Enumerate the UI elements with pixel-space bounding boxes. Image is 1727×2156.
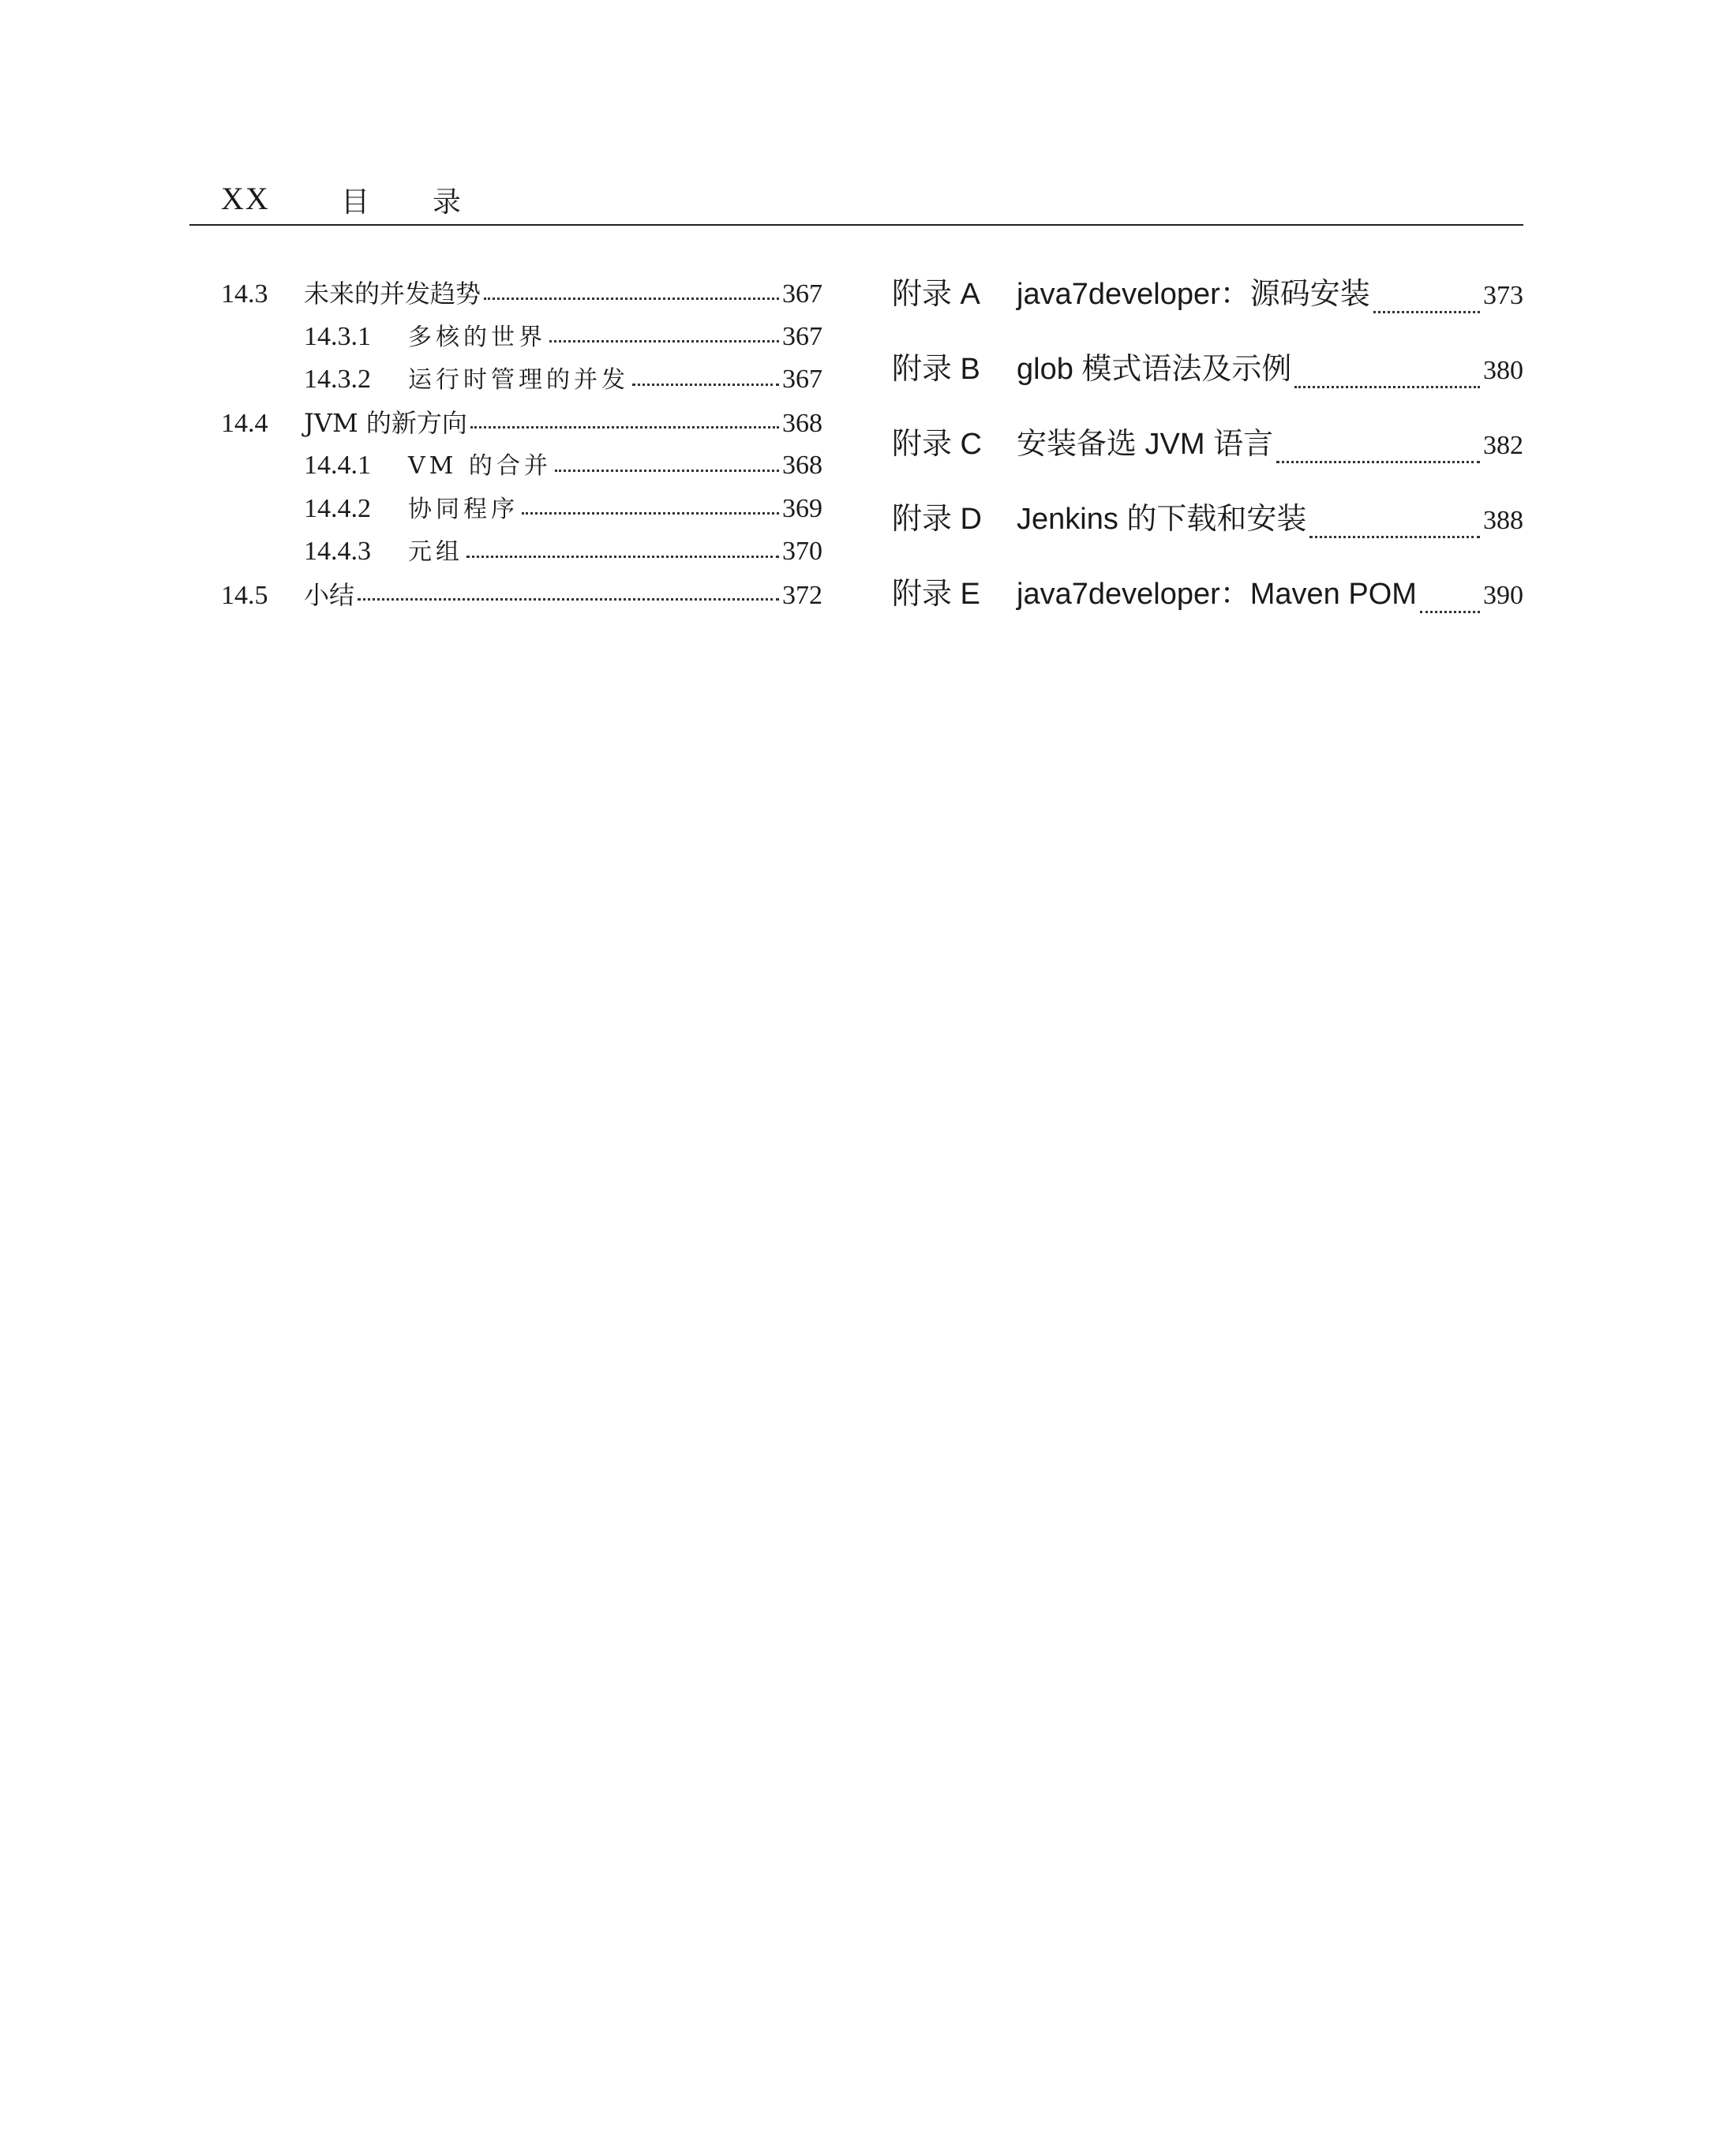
appendix-page: 373 — [1483, 281, 1523, 310]
toc-entry-title: VM 的合并 — [408, 452, 552, 480]
dot-leader — [470, 426, 779, 429]
toc-entry-number: 14.4.2 — [304, 493, 371, 523]
toc-entry-page: 372 — [782, 580, 822, 610]
appendix-page: 382 — [1483, 431, 1523, 460]
toc-left-column — [221, 272, 822, 616]
appendix-title: Jenkins 的下载和安装 — [1017, 503, 1307, 536]
dot-leader — [549, 340, 779, 342]
toc-entry-title: 未来的并发趋势 — [304, 279, 481, 309]
toc-entry-title: 小结 — [304, 579, 355, 610]
toc-entry-14-3-1[interactable] — [221, 316, 822, 359]
appendix-title: java7developer：Maven POM — [1017, 578, 1417, 611]
appendix-title: 安装备选 JVM 语言 — [1017, 428, 1274, 461]
toc-entry-page: 370 — [782, 537, 822, 566]
toc-entry-number: 14.4 — [221, 408, 268, 438]
header-rule — [189, 224, 1523, 226]
toc-entry-title: JVM 的新方向 — [304, 407, 467, 438]
appendix-label: 附录 C — [892, 428, 983, 461]
toc-entry-number: 14.3.2 — [304, 365, 371, 394]
appendix-entry-a[interactable] — [892, 267, 1523, 342]
appendix-entry-d[interactable] — [892, 492, 1523, 567]
toc-entry-14-5[interactable] — [221, 574, 822, 617]
toc-entry-number: 14.4.3 — [304, 537, 371, 566]
toc-entry-title: 元组 — [408, 538, 463, 566]
header-page-number: XX — [221, 181, 270, 216]
toc-entry-title: 运行时管理的并发 — [408, 366, 629, 394]
dot-leader — [1420, 611, 1480, 613]
toc-entry-14-4-3[interactable] — [221, 530, 822, 574]
appendix-label: 附录 E — [892, 578, 980, 611]
dot-leader — [632, 384, 779, 386]
toc-entry-title: 协同程序 — [408, 495, 519, 523]
toc-entry-title: 多核的世界 — [408, 323, 546, 351]
appendix-title: java7developer：源码安装 — [1017, 278, 1370, 311]
toc-entry-number: 14.3.1 — [304, 321, 371, 351]
dot-leader — [484, 298, 779, 300]
toc-entry-page: 369 — [782, 493, 822, 523]
appendix-label: 附录 D — [892, 503, 983, 536]
toc-entry-page: 367 — [782, 365, 822, 394]
dot-leader — [466, 556, 779, 558]
dot-leader — [555, 470, 779, 472]
appendix-entry-e[interactable] — [892, 567, 1523, 642]
appendix-entry-b[interactable] — [892, 342, 1523, 417]
toc-entry-page: 368 — [782, 451, 822, 480]
toc-appendix-column — [892, 267, 1523, 642]
dot-leader — [1373, 311, 1480, 313]
appendix-title: glob 模式语法及示例 — [1017, 353, 1292, 386]
appendix-label: 附录 A — [892, 278, 980, 311]
toc-entry-number: 14.4.1 — [304, 451, 371, 480]
dot-leader — [1276, 461, 1480, 463]
dot-leader — [1309, 536, 1480, 538]
toc-entry-page: 367 — [782, 321, 822, 351]
dot-leader — [358, 598, 779, 601]
header-title: 目录 — [341, 186, 525, 219]
appendix-page: 390 — [1483, 581, 1523, 610]
dot-leader — [1294, 386, 1480, 388]
appendix-page: 388 — [1483, 506, 1523, 535]
toc-entry-page: 367 — [782, 279, 822, 309]
toc-entry-14-4[interactable] — [221, 402, 822, 445]
toc-entry-14-3[interactable] — [221, 272, 822, 316]
appendix-entry-c[interactable] — [892, 417, 1523, 492]
appendix-page: 380 — [1483, 356, 1523, 385]
toc-entry-number: 14.5 — [221, 580, 268, 610]
toc-entry-14-3-2[interactable] — [221, 358, 822, 402]
toc-entry-number: 14.3 — [221, 279, 268, 309]
toc-entry-14-4-2[interactable] — [221, 488, 822, 531]
toc-entry-page: 368 — [782, 408, 822, 438]
appendix-label: 附录 B — [892, 353, 980, 386]
toc-entry-14-4-1[interactable] — [221, 444, 822, 488]
running-header — [189, 178, 1523, 226]
dot-leader — [522, 512, 779, 515]
